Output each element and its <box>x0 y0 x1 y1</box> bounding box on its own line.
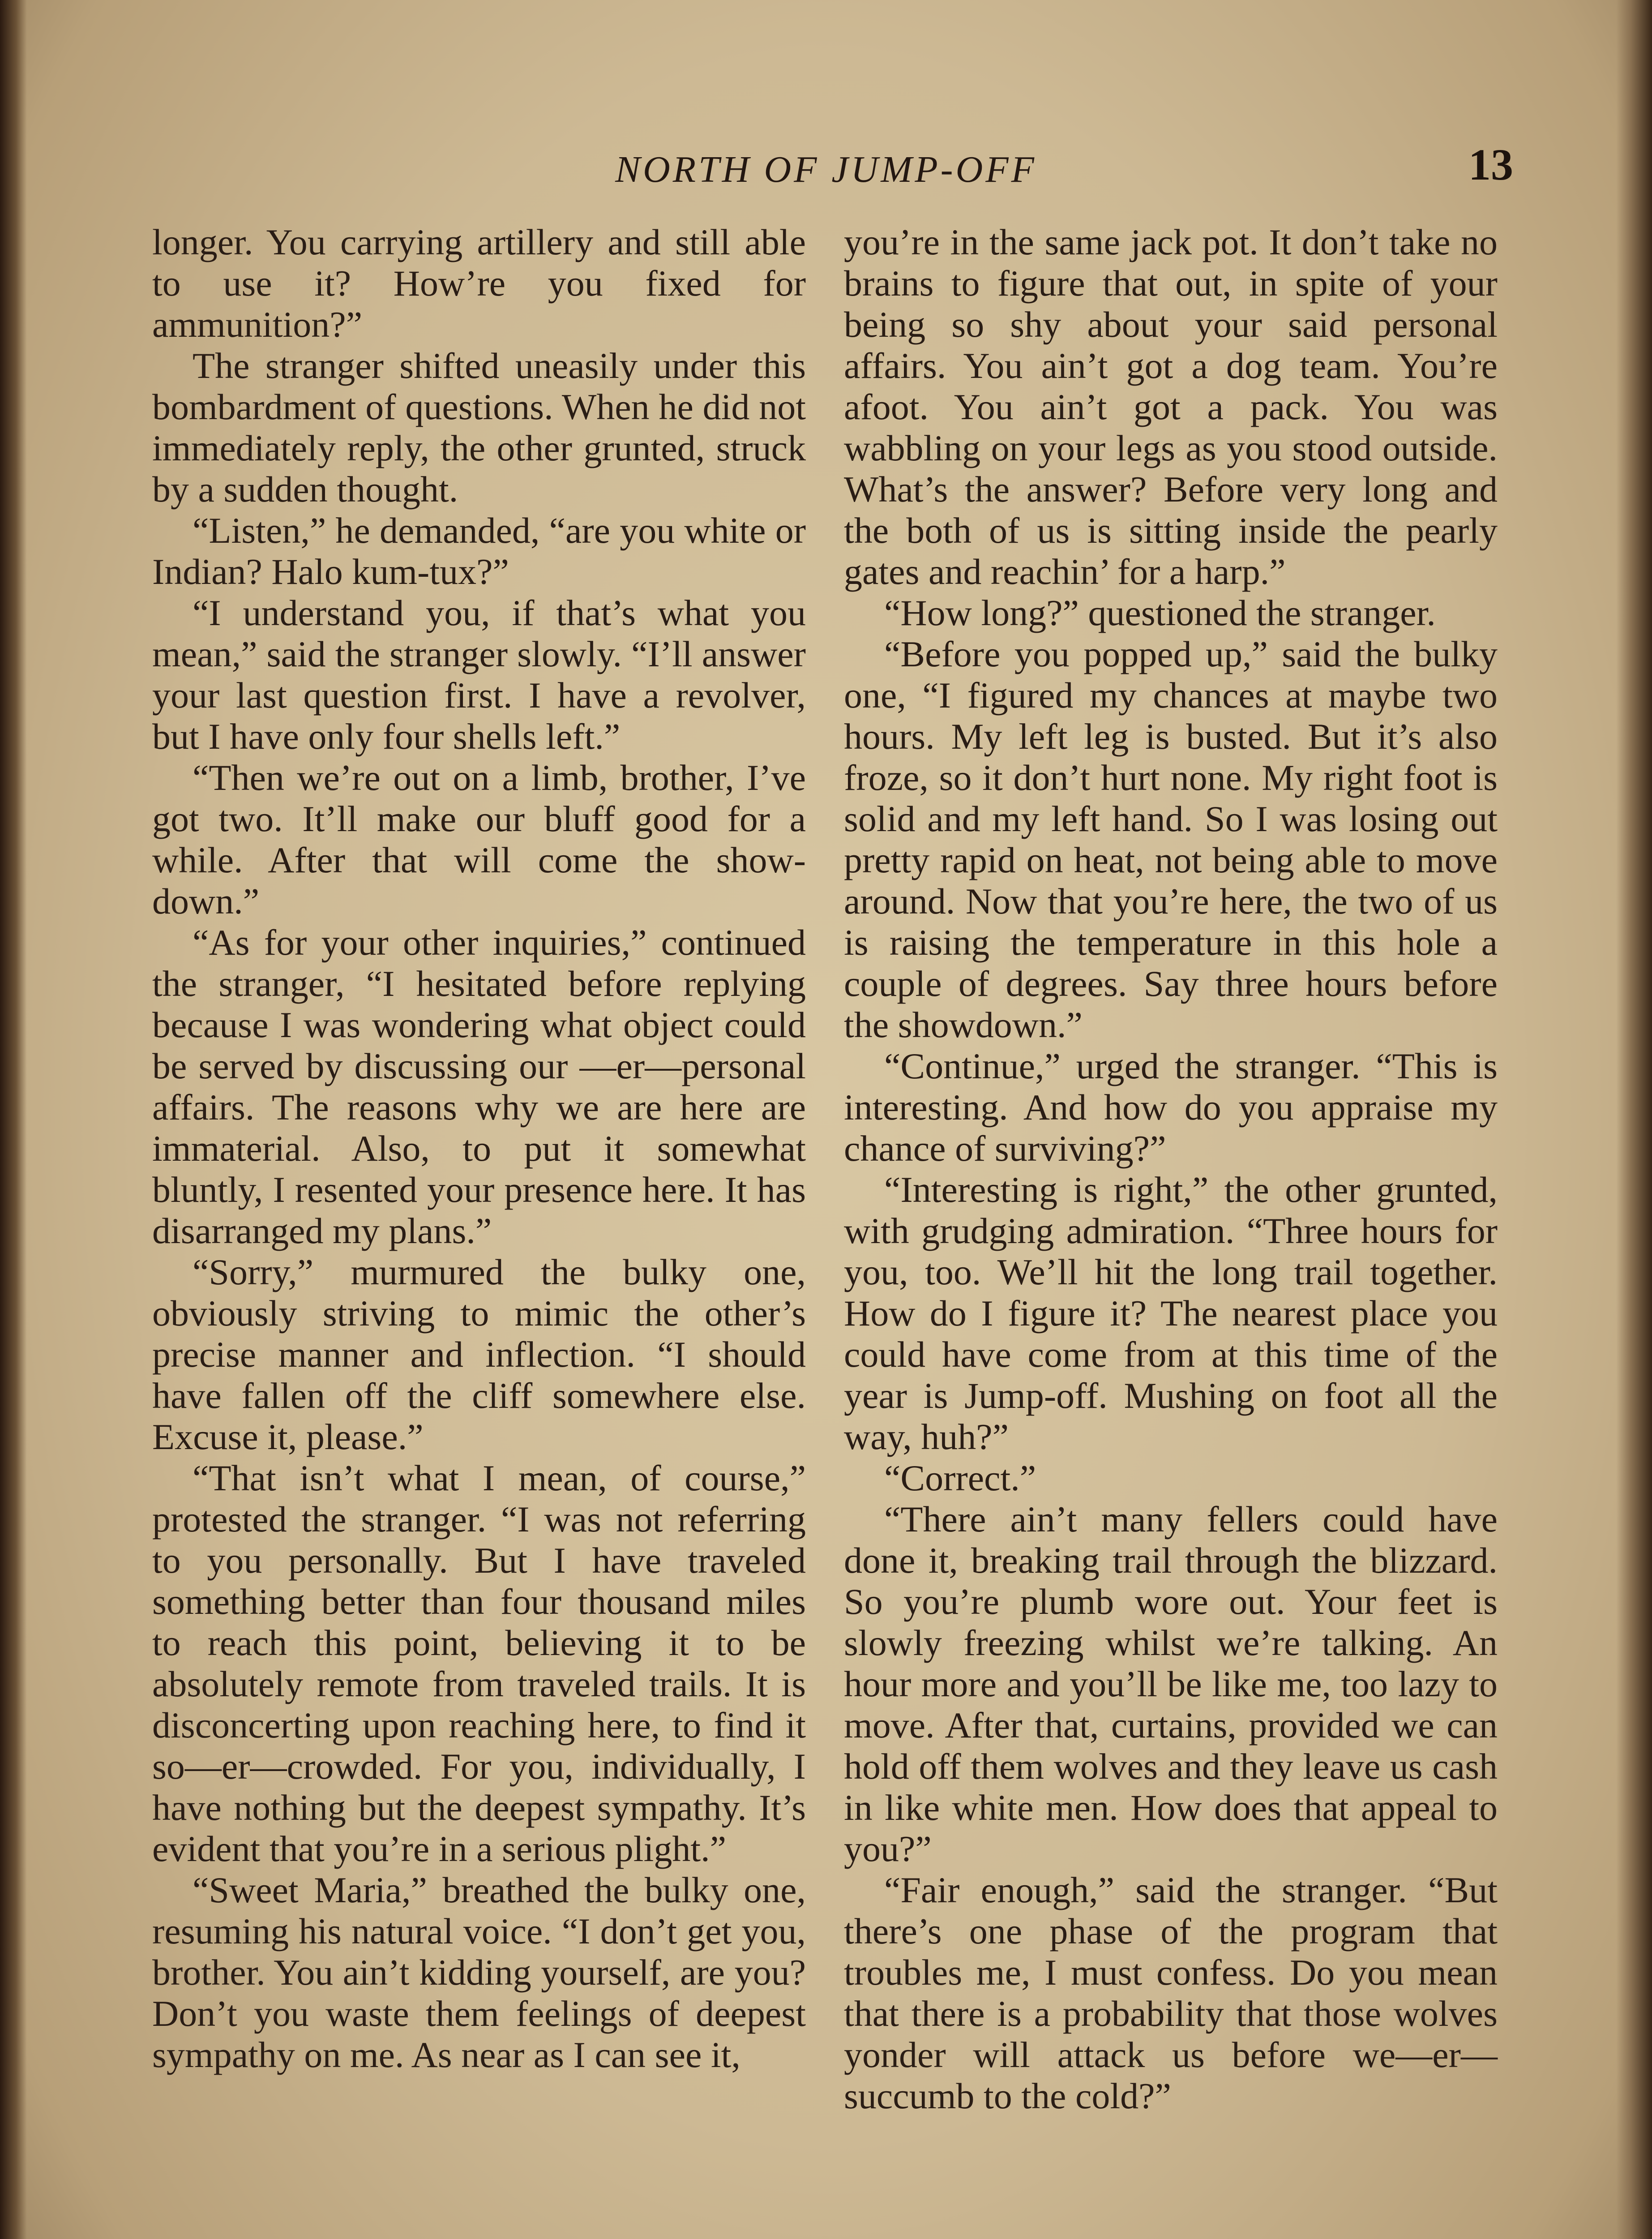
page-number: 13 <box>1468 140 1513 189</box>
page-edge-shadow-left <box>0 0 27 2239</box>
paragraph: “Interesting is right,” the other grunted, with grudging admiration. “Three hours for you, too. We’ll hit the long trail together. How do I figure it? The nearest place you could have come from at this time of the year is Jump-off. Mushing on foot all the way, huh?” <box>844 1169 1498 1457</box>
paragraph: “That isn’t what I mean, of course,” protested the stranger. “I was not referring to you personally. But I have traveled something better than four thousand miles to reach this point, believing it to be absolutely remote from traveled trails. It is disconcerting upon reaching here, to find it so—er—crowded. For you, individually, I have nothing but the deepest sympathy. It’s evident that you’re in a serious plight.” <box>152 1458 806 1869</box>
paragraph: “Listen,” he demanded, “are you white or Indian? Halo kum-tux?” <box>152 510 806 592</box>
text-column-left <box>152 222 806 2076</box>
paragraph: The stranger shifted uneasily under this bombardment of questions. When he did not immediately reply, the other grunted, struck by a sudden thought. <box>152 345 806 510</box>
paragraph: “Sweet Maria,” breathed the bulky one, resuming his natural voice. “I don’t get you, brother. You ain’t kidding yourself, are you? Don’t you waste them feelings of deepest sympathy on me. As near as I can see it, <box>152 1870 806 2075</box>
paragraph: “Before you popped up,” said the bulky one, “I figured my chances at maybe two hours. My left leg is busted. But it’s also froze, so it don’t hurt none. My right foot is solid and my left hand. So I was losing out pretty rapid on heat, not being able to move around. Now that you’re here, the two of us is raising the temperature in this hole a couple of degrees. Say three hours before the showdown.” <box>844 634 1498 1045</box>
paragraph: “Sorry,” murmured the bulky one, obviously striving to mimic the other’s precise manner and inflection. “I should have fallen off the cliff somewhere else. Excuse it, please.” <box>152 1252 806 1457</box>
page-header <box>148 140 1513 206</box>
text-column-right <box>844 222 1498 2117</box>
running-head: NORTH OF JUMP-OFF <box>615 149 1037 190</box>
paragraph: “Correct.” <box>884 1458 1036 1498</box>
paragraph: longer. You carrying artillery and still able to use it? How’re you fixed for ammunition?” <box>152 222 806 345</box>
paragraph: you’re in the same jack pot. It don’t take no brains to figure that out, in spite of your being so shy about your said personal affairs. You ain’t got a dog team. You’re afoot. You ain’t got a pack. You was wabbling on your legs as you stood outside. What’s the answer? Before very long and the both of us is sitting inside the pearly gates and reachin’ for a harp.” <box>844 222 1498 592</box>
paragraph: “Continue,” urged the stranger. “This is interesting. And how do you appraise my chance of surviving?” <box>844 1046 1498 1169</box>
page-edge-shadow-right <box>1616 0 1652 2239</box>
paragraph: “Then we’re out on a limb, brother, I’ve got two. It’ll make our bluff good for a while. After that will come the show-down.” <box>152 757 806 922</box>
paragraph: “There ain’t many fellers could have done it, breaking trail through the blizzard. So you’re plumb wore out. Your feet is slowly freezing whilst we’re talking. An hour more and you’ll be like me, too lazy to move. After that, curtains, provided we can hold off them wolves and they leave us cash in like white men. How does that appeal to you?” <box>844 1499 1498 1869</box>
paragraph: “Fair enough,” said the stranger. “But there’s one phase of the program that troubles me, I must confess. Do you mean that there is a probability that those wolves yonder will attack us before we—er—succumb to the cold?” <box>844 1870 1498 2116</box>
paragraph: “As for your other inquiries,” continued the stranger, “I hesitated before replying because I was wondering what object could be served by discussing our —er—personal affairs. The reasons why we are here are immaterial. Also, to put it somewhat bluntly, I resented your presence here. It has disarranged my plans.” <box>152 922 806 1251</box>
paragraph: “I understand you, if that’s what you mean,” said the stranger slowly. “I’ll answer your last question first. I have a revolver, but I have only four shells left.” <box>152 592 806 757</box>
paragraph: “How long?” questioned the stranger. <box>884 592 1436 633</box>
